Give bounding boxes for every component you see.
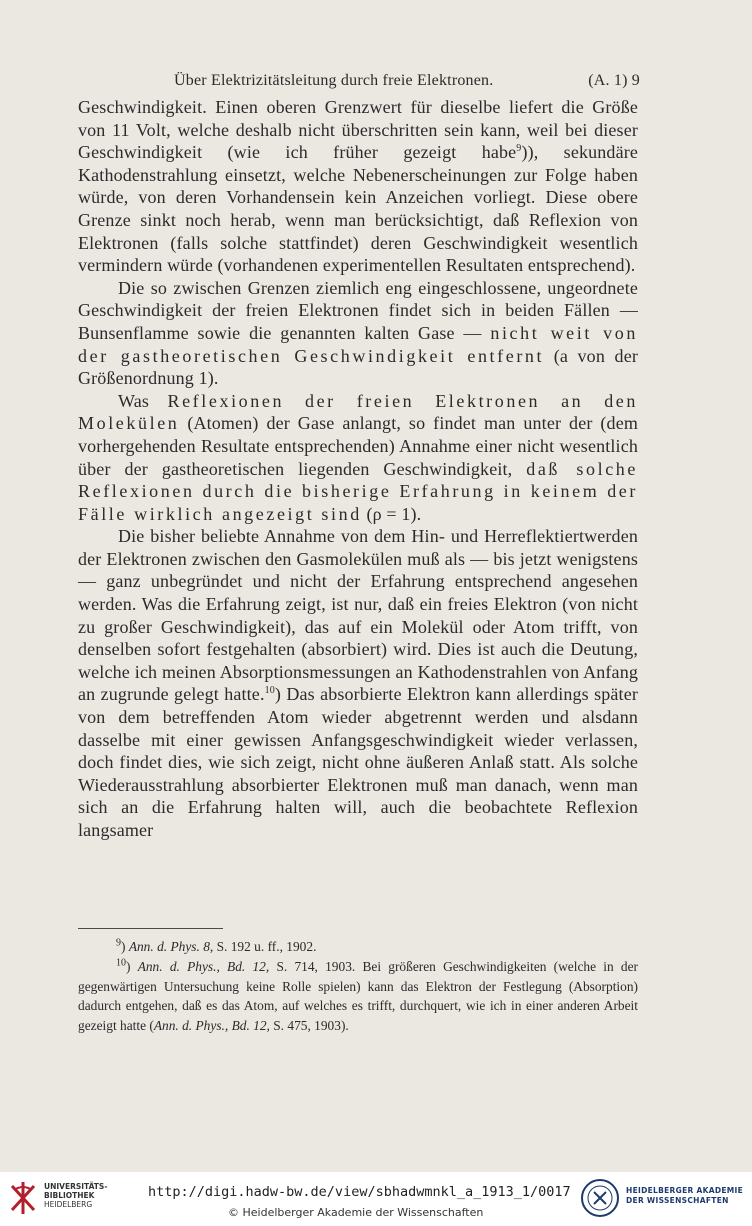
paragraph-1-text: Geschwindigkeit. Einen oberen Grenzwert für dieselbe liefert die Größe von 11 Volt, welche deshalb nicht überschritten sein kann, weil bei dieser Geschwindigkeit (wie ich früher gezeigt habe xyxy=(78,97,638,163)
permalink-url[interactable]: http://digi.hadw-bw.de/view/sbhadwmnkl_a_1913_1/0017 xyxy=(148,1184,571,1200)
university-library-logo-icon[interactable] xyxy=(8,1180,38,1216)
footnote-9-text: S. 192 u. ff., 1902. xyxy=(213,939,317,954)
header-title: Über Elektrizitätsleitung durch freie Elektronen. xyxy=(174,72,494,89)
paragraph-3 xyxy=(78,390,638,526)
paragraph-1 xyxy=(78,96,638,277)
ub-line-3: HEIDELBERG xyxy=(44,1200,93,1209)
paragraph-2-emphasis: nicht weit von der gastheoretischen Geschwindigkeit entfernt xyxy=(78,322,638,366)
paragraph-3-text-end: (ρ = 1). xyxy=(361,503,422,524)
paragraph-2-text: Die so zwischen Grenzen ziemlich eng eingeschlossene, ungeordnete Geschwindigkeit der freien Elektronen findet sich in beiden Fällen — Bunsenflamme sowie die genannten kalten Gase — xyxy=(78,277,638,343)
university-library-name[interactable] xyxy=(44,1182,107,1209)
footnote-ref-9[interactable]: 9 xyxy=(516,143,522,155)
footnote-9-journal: Ann. d. Phys. 8, xyxy=(128,939,214,954)
paragraph-4-text: Die bisher beliebte Annahme von dem Hin- und Herreflektiertwerden der Elektronen zwischen den Gasmolekülen muß als — bis jetzt wenigstens — ganz unbegründet und nicht der Erfahrung entsprechend angesehen werden. Was die Erfahrung zeigt, ist nur, daß ein freies Elektron (von nicht zu großer Geschwindigkeit), das auf ein Molekül oder Atom trifft, von denselben sofort festgehalten (absorbiert) wird. Dies ist auch die Deutung, welche ich meinen Absorptionsmessungen an Kathodenstrahlen von Anfang an zugrunde gelegt hatte. xyxy=(78,526,638,705)
academy-seal-logo-icon[interactable] xyxy=(580,1178,620,1218)
paragraph-4 xyxy=(78,525,638,841)
footnote-divider xyxy=(78,928,223,929)
footnote-9-mark: 9 xyxy=(116,937,121,949)
body-text xyxy=(78,96,638,842)
footnote-10-text-end: S. 475, 1903). xyxy=(269,1018,349,1034)
footnote-10: $^{10}$) Ann. d. Phys., Bd. 12, S. 714, 1903. Bei größeren Geschwindigkeiten (welche in der gegenwärtigen Untersuchung keine Rolle spielen) kann das Elektron der Festlegung (Absorption) dadurch entgehen, daß es das Atom, auf welches es trifft, durchquert, wie ich in einer anderen Arbeit gezeigt hatte (Ann. d. Phys., Bd. 12, S. 475, 1903). xyxy=(78,957,638,1034)
footnote-9: $^9$) Ann. d. Phys. 8, S. 192 u. ff., 1902. xyxy=(116,937,317,954)
footer-bar xyxy=(0,1172,752,1226)
header-page-reference: (A. 1) 9 xyxy=(588,72,640,89)
ub-line-1: UNIVERSITÄTS- xyxy=(44,1182,108,1191)
footnote-ref-10[interactable]: 10 xyxy=(264,685,275,697)
paragraph-3-text-mid: (Atomen) der Gase anlangt, so findet man unter der (dem vorhergehenden Resultate entsprechenden) Annahme einer nicht wesentlich über der gastheoretischen liegenden Geschwindigkeit, xyxy=(78,413,638,479)
paragraph-1-text-end: )), sekundäre Kathodenstrahlung einsetzt, welche Nebenerscheinungen zur Folge haben würde, von deren Vorhandensein kein Anzeichen vorliegt. Diese obere Grenze sinkt noch herab, wenn man berücksichtigt, daß Reflexion von Elektronen (falls solche stattfindet) deren Geschwindigkeit wesentlich vermindern würde (vorhandenen experimentellen Resultaten entsprechend). xyxy=(78,142,639,276)
paragraph-3-emphasis-2: daß solche Reflexionen durch die bisherige Erfahrung in keinem der Fälle wirklich angezeigt sind xyxy=(78,458,638,524)
footnote-10-journal: Ann. d. Phys., Bd. 12, xyxy=(137,958,270,974)
paragraph-2-text-end: (a von der Größenordnung 1). xyxy=(78,345,638,389)
footnote-10-journal-2: Ann. d. Phys., Bd. 12, xyxy=(153,1018,270,1034)
footnotes xyxy=(78,937,638,1036)
academy-line-1: HEIDELBERGER AKADEMIE xyxy=(626,1186,744,1195)
footnote-10-mark: 10 xyxy=(116,957,126,969)
paragraph-3-emphasis-1: Reflexionen der freien Elektronen an den Molekülen xyxy=(78,390,638,434)
paragraph-3-text: Was xyxy=(118,390,168,411)
copyright-notice: © Heidelberger Akademie der Wissenschaften xyxy=(228,1206,484,1219)
footnote-10-text: S. 714, 1903. Bei größeren Geschwindigkeiten (welche in der gegenwärtigen Untersuchung keine Rolle spielen) kann das Elektron der Festlegung (Absorption) dadurch entgehen, daß es das Atom, auf welches es trifft, durchquert, wie ich in einer anderen Arbeit gezeigt hatte ( xyxy=(78,958,638,1034)
academy-line-2: DER WISSENSCHAFTEN xyxy=(626,1196,729,1205)
academy-name[interactable] xyxy=(626,1186,743,1206)
paragraph-2 xyxy=(78,277,638,390)
ub-line-2: BIBLIOTHEK xyxy=(44,1191,95,1200)
paragraph-4-text-end: ) Das absorbierte Elektron kann allerdings später von dem betreffenden Atom wieder abgetrennt werden und alsdann dasselbe mit einer gewissen Anfangsgeschwindigkeit wieder verlassen, doch findet dies, wie sich zeigt, nicht ohne äußeren Anlaß statt. Als solche Wiederausstrahlung absorbierter Elektronen muß man danach, wenn man sich an die Erfahrung halten will, auch die beobachtete Reflexion langsamer xyxy=(78,684,638,840)
